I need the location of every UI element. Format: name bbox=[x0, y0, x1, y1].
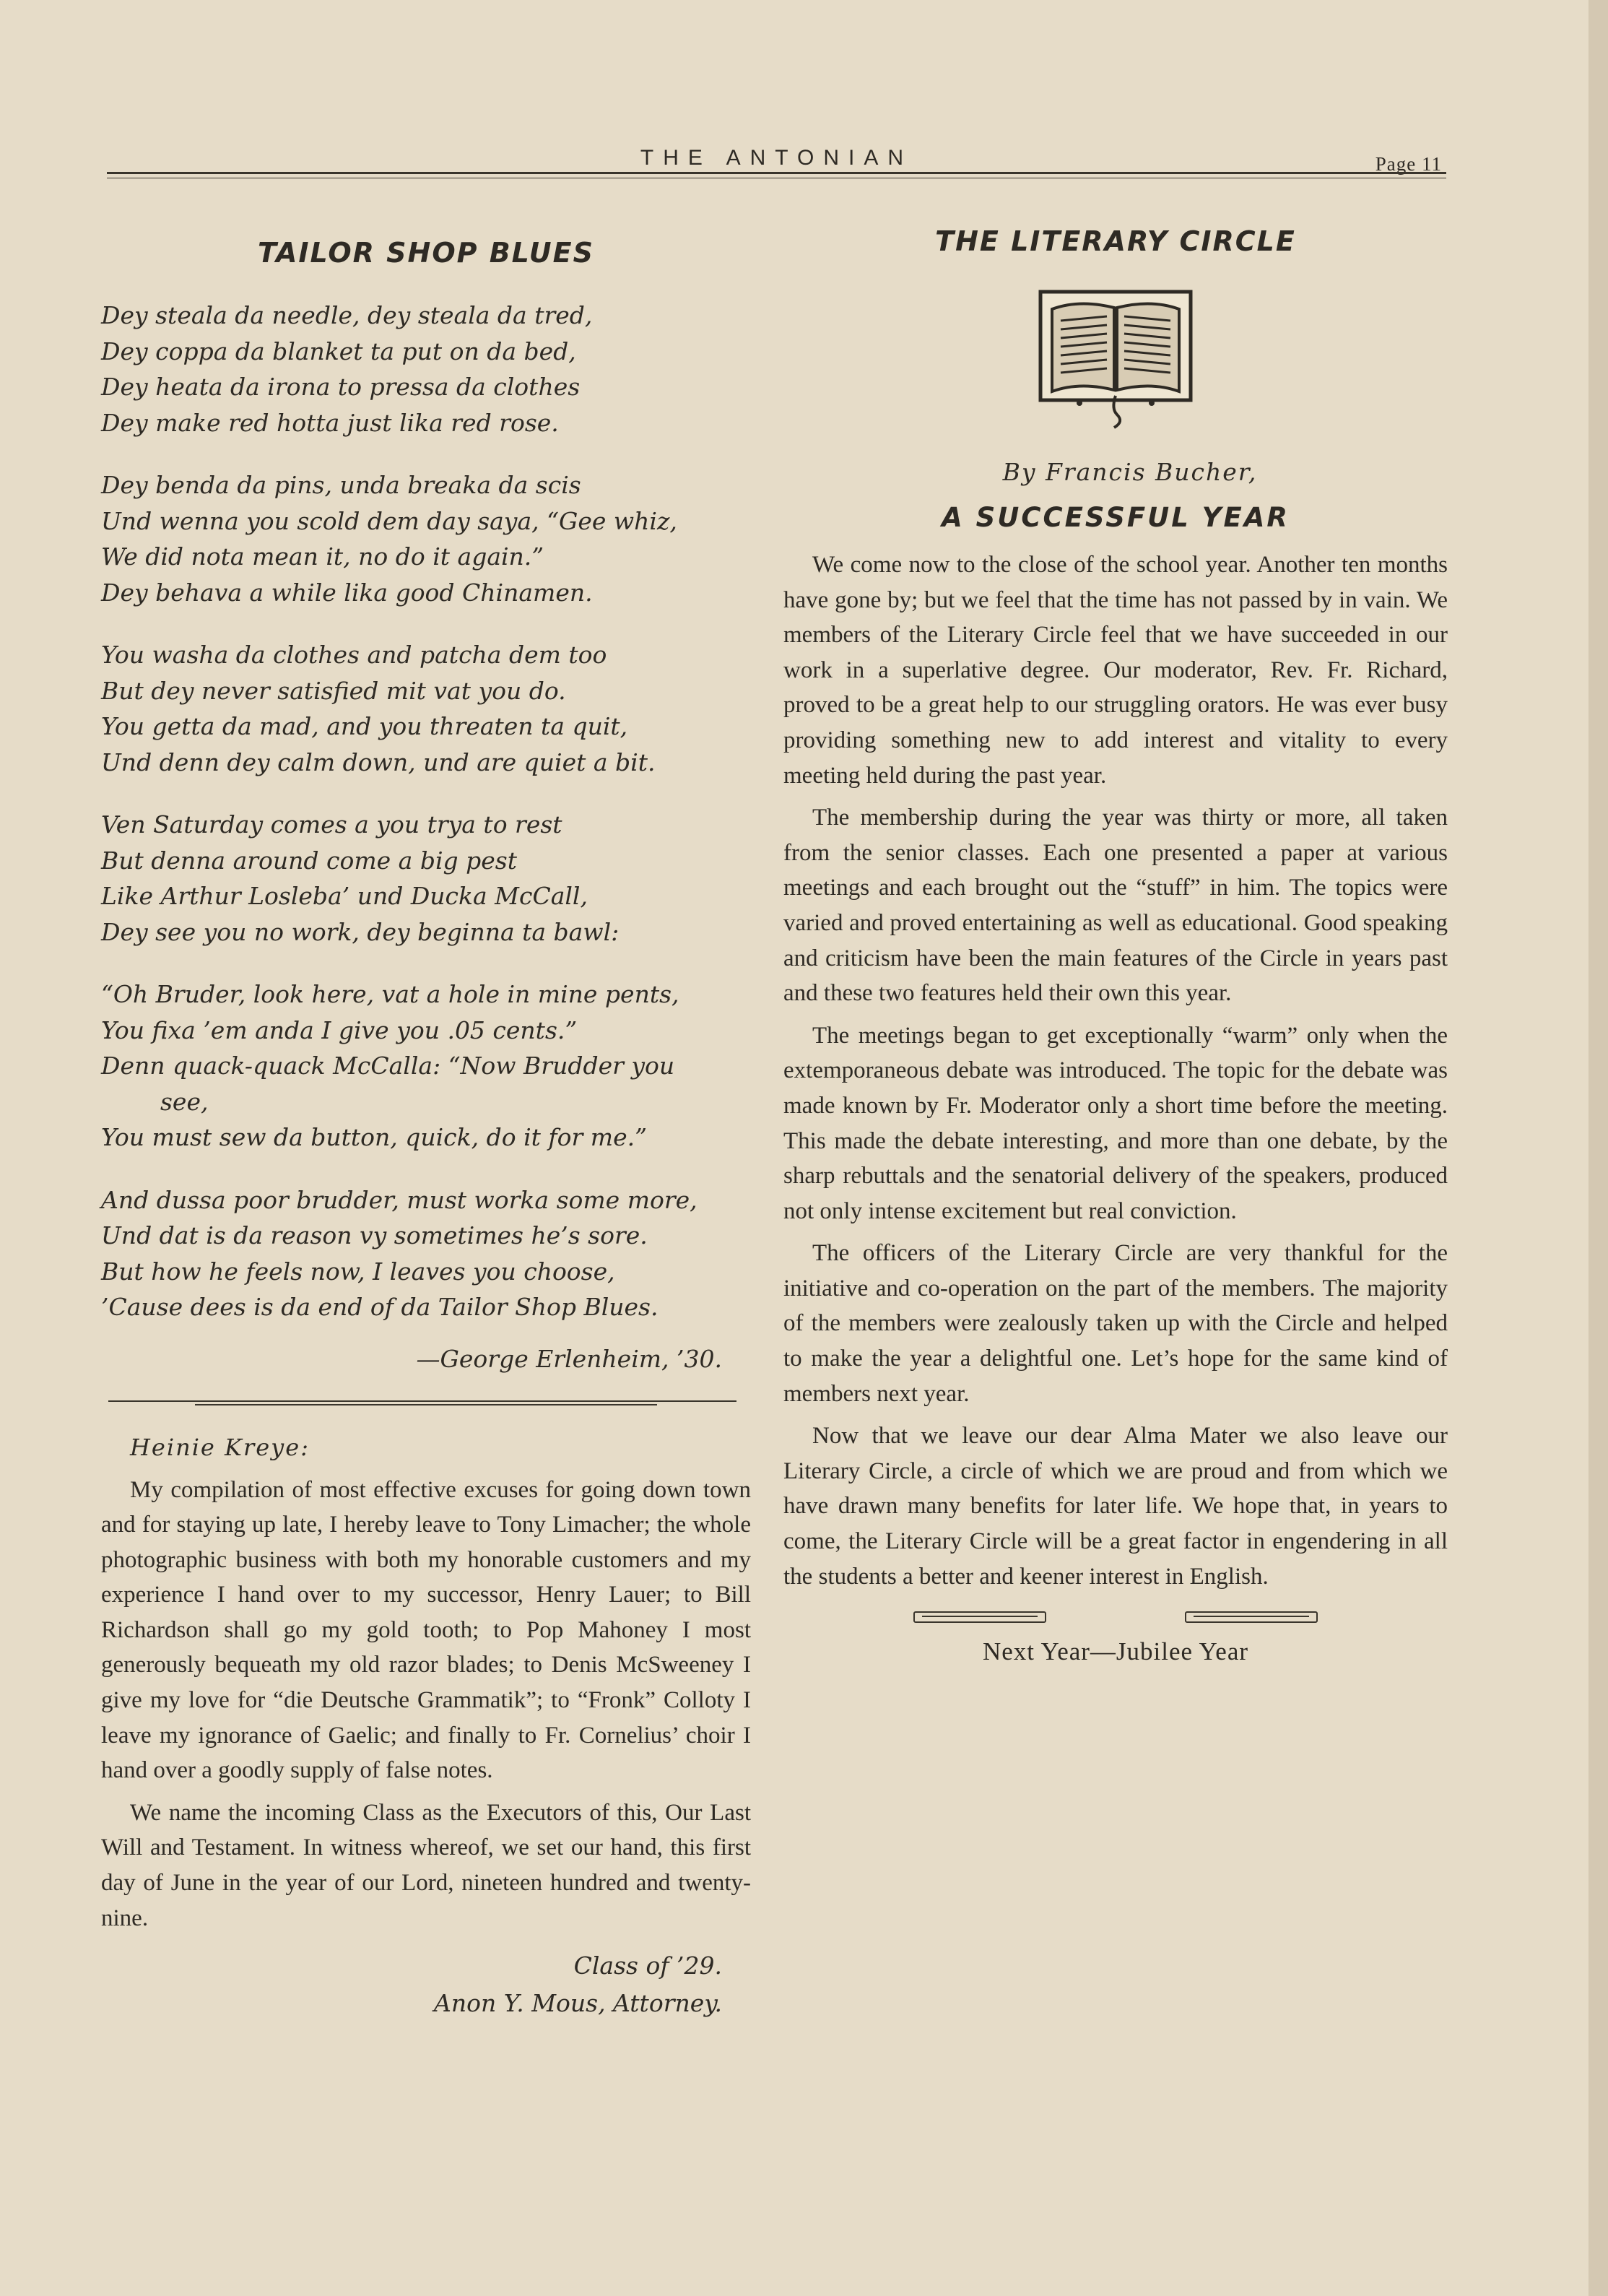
poem-line: Dey steala da needle, dey steala da tred, bbox=[101, 301, 593, 329]
header-rule bbox=[107, 172, 1446, 174]
poem-line: Und dat is da reason vy sometimes he’s sore. bbox=[101, 1221, 648, 1249]
poem-line: Dey benda da pins, unda breaka da scis bbox=[101, 471, 581, 499]
will-paragraph: My compilation of most effective excuses for going down town and for staying up late, I hereby leave to Tony Limacher; the whole photographic business with both my honorable customers and my experience I hand over to my successor, Henry Lauer; to Bill Richardson shall go my gold tooth; to Pop Mahoney I most generously bequeath my old razor blades; to Denis McSweeney I give my love for “die Deutsche Grammatik”; to “Fronk” Colloty I leave my ignorance of Gaelic; and finally to Fr. Cornelius’ choir I hand over a goodly supply of false notes. bbox=[101, 1476, 751, 1784]
poem-line: Dey heata da irona to pressa da clothes bbox=[101, 373, 581, 401]
poem-line: Dey behava a while lika good Chinamen. bbox=[101, 578, 593, 607]
article-paragraph: We come now to the close of the school year. Another ten months have gone by; but we feel that the time has not passed by in vain. We members of the Literary Circle feel that we have succeeded in our work in a superlative degree. Our moderator, Rev. Fr. Richard, proved to be a great help to our struggling orators. He was ever busy providing something new to add interest and vitality to every meeting held during the past year. bbox=[783, 552, 1448, 789]
poem-line: And dussa poor brudder, must worka some more, bbox=[101, 1185, 697, 1214]
page-number: Page 11 bbox=[1375, 153, 1442, 175]
will-class: Class of ’29. bbox=[573, 1951, 722, 1980]
article-subtitle: A SUCCESSFUL YEAR bbox=[942, 502, 1290, 533]
article-paragraph: The officers of the Literary Circle are very thankful for the initiative and co-operation on the part of the members. The majority of the members were zealously taken up with the Circle and helped to make the year a delightful one. Let’s hope for the same kind of members next year. bbox=[783, 1240, 1448, 1407]
poem-line: Dey make red hotta just lika red rose. bbox=[101, 408, 559, 437]
ornament-bar-right bbox=[1185, 1611, 1318, 1623]
poem-line: see, bbox=[160, 1087, 209, 1116]
will-heading: Heinie Kreye: bbox=[130, 1433, 310, 1461]
poem-stanza bbox=[101, 637, 751, 780]
poem-line: Dey see you no work, dey beginna ta bawl: bbox=[101, 917, 620, 946]
left-column bbox=[101, 217, 751, 2022]
poem-line: ’Cause dees is da end of da Tailor Shop Blues. bbox=[101, 1293, 659, 1321]
poem-line: But denna around come a big pest bbox=[101, 846, 517, 875]
ornament-divider bbox=[913, 1611, 1318, 1623]
page-header bbox=[107, 144, 1446, 188]
poem-line: You fixa ’em anda I give you .05 cents.” bbox=[101, 1015, 578, 1044]
poem-stanza bbox=[101, 807, 751, 950]
poem-line: “Oh Bruder, look here, vat a hole in mine pents, bbox=[101, 980, 679, 1008]
article-paragraph: Now that we leave our dear Alma Mater we also leave our Literary Circle, a circle of which we are proud and from which we have drawn many benefits for later life. We hope that, in years to come, the Literary Circle will be a great factor in engendering in all the students a better and keener interest in English. bbox=[783, 1423, 1448, 1590]
right-column bbox=[783, 217, 1448, 1666]
poem-stanza bbox=[101, 1182, 751, 1325]
poem-line: But dey never satisfied mit vat you do. bbox=[101, 676, 566, 705]
poem-line: Like Arthur Losleba’ und Ducka McCall, bbox=[101, 882, 588, 910]
poem-line: You getta da mad, and you threaten ta quit, bbox=[101, 712, 628, 740]
footer-slogan: Next Year—Jubilee Year bbox=[982, 1637, 1249, 1666]
article-body bbox=[783, 547, 1448, 1594]
poem-line: Dey coppa da blanket ta put on da bed, bbox=[101, 337, 576, 365]
poem-stanza bbox=[101, 467, 751, 610]
byline: By Francis Bucher, bbox=[1002, 458, 1258, 486]
will-paragraph: We name the incoming Class as the Executors of this, Our Last Will and Testament. In witness whereof, we set our hand, this first day of June in the year of our Lord, nineteen hundred and twenty-nine. bbox=[101, 1799, 751, 1931]
poem-line: We did nota mean it, no do it again.” bbox=[101, 542, 544, 571]
page-edge bbox=[1589, 0, 1608, 2296]
article-paragraph: The meetings began to get exceptionally “warm” only when the extemporaneous debate was introduced. The topic for the debate was made known by Fr. Moderator only a short time before the meeting. This made the debate interesting, and more than one debate, by the sharp rebuttals and the senatorial delivery of the speakers, produced not only intense excitement but real conviction. bbox=[783, 1022, 1448, 1224]
magazine-title: THE ANTONIAN bbox=[640, 146, 913, 170]
poem-title: TAILOR SHOP BLUES bbox=[257, 237, 594, 269]
article-paragraph: The membership during the year was thirty or more, all taken from the senior classes. Each one presented a paper at various meetings and each brought out the “stuff” in him. The topics were varied and proved entertaining as well as educational. Good speaking and criticism have been the main features of the Circle in years past and these two features held their own this year. bbox=[783, 805, 1448, 1007]
poem-line: But how he feels now, I leaves you choose, bbox=[101, 1257, 615, 1286]
open-book-icon bbox=[783, 287, 1448, 432]
poem-line: Und wenna you scold dem day saya, “Gee whiz, bbox=[101, 506, 677, 535]
poem bbox=[101, 298, 751, 1325]
poem-line: Ven Saturday comes a you trya to rest bbox=[101, 810, 562, 839]
will-signature bbox=[101, 1947, 751, 2022]
section-divider bbox=[108, 1400, 744, 1408]
poem-line: Denn quack-quack McCalla: “Now Brudder you bbox=[101, 1052, 675, 1080]
will-attorney: Anon Y. Mous, Attorney. bbox=[434, 1989, 722, 2018]
poem-line: You must sew da button, quick, do it for me.” bbox=[101, 1123, 647, 1151]
poem-stanza bbox=[101, 976, 751, 1156]
poem-stanza bbox=[101, 298, 751, 441]
poem-author: —George Erlenheim, ’30. bbox=[416, 1344, 722, 1373]
poem-line: You washa da clothes and patcha dem too bbox=[101, 641, 607, 669]
will-text bbox=[101, 1473, 751, 1936]
ornament-bar-left bbox=[913, 1611, 1046, 1623]
article-title: THE LITERARY CIRCLE bbox=[935, 225, 1296, 257]
poem-line: Und denn dey calm down, und are quiet a bit. bbox=[101, 748, 656, 776]
